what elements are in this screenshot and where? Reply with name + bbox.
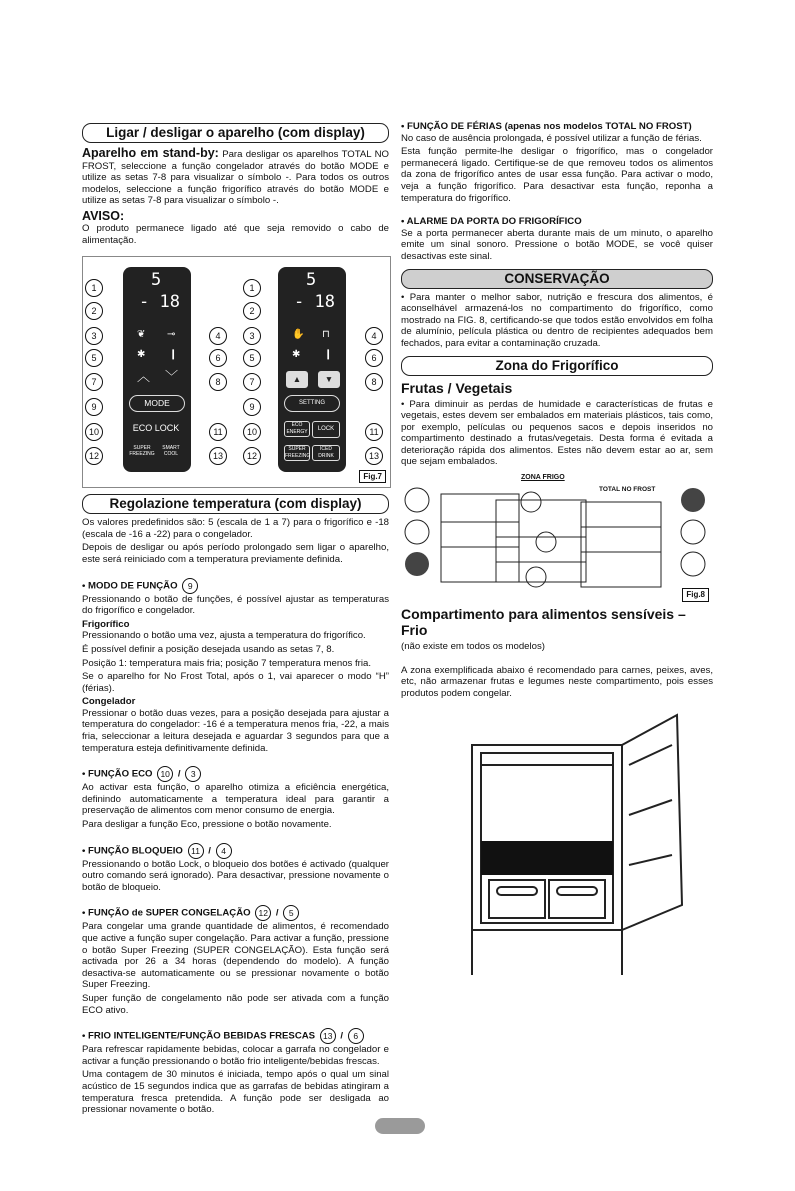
super-heading: • FUNÇÃO de SUPER CONGELAÇÃO 12 / 5 [82,905,389,921]
eco-heading: • FUNÇÃO ECO 10 / 3 [82,766,389,782]
control-panel-left [123,267,191,472]
thermometer-icon-2: ❙ [324,349,333,361]
fig8-label: Fig.8 [682,588,709,602]
mode-button[interactable]: MODE [129,395,185,412]
frig-text-3: Posição 1: temperatura mais fria; posição 7 temperatura menos fria. [82,657,372,669]
callout-11-b: 11 [365,423,383,441]
callout-1-b: 1 [243,279,261,297]
snowflake-icon-2: ✱ [292,349,301,361]
snowflake-icon: ✱ [137,349,146,361]
callout-9: 9 [85,398,103,416]
callout-1: 1 [85,279,103,297]
display-freezer-temp: - 18 [139,292,180,313]
frigorifico-heading: Frigorífico [82,618,130,630]
congelador-heading: Congelador [82,696,136,708]
right-column [401,121,713,701]
alarme-heading: • ALARME DA PORTA DO FRIGORÍFICO [401,216,582,228]
fridge-storage-figure [401,472,713,602]
callout-3: 3 [85,327,103,345]
display-fridge-temp-2: 5 [306,270,317,291]
modo-callout: 9 [182,578,198,594]
frig-text-4: Se o aparelho for No Frost Total, após o 1, vai aparecer o modo “H” (férias). [82,671,389,694]
conservacao-title: CONSERVAÇÃO [401,269,713,289]
callout-6-b: 6 [365,349,383,367]
super-text-1: Para congelar uma grande quantidade de alimentos, é recomendado que active a função super congelação. Para activar a função, pressione o botão Super Freezing (SUPER CONGELAÇÃO). Esta função será activada por 26 a 34 horas (dependendo do modelo). A função desactiva-se automaticamente ou se pressionar novamente o botão Super Freezing. [82,921,389,991]
alarme-text: Se a porta permanecer aberta durante mais de um minuto, o aparelho emite um sinal sonoro. Pressione o botão MODE, se você quiser desactivas este sinal. [401,227,713,262]
frutas-text: • Para diminuir as perdas de humidade e características de frutas e vegetais, estes devem ser embalados em materiais plásticos, tais como, por exemplo, películas ou pequenos sacos e depois inseridos no compartimento destinado a frutas/vegetais. Desta forma é evitada a deterioração rápida dos alimentos. Estes não devem estar ao ar, sem que sejam embalados. [401,398,713,468]
super-freezing-button[interactable]: SUPER FREEZING [129,445,155,458]
restart-text: Depois de desligar ou após período prolongado sem ligar o aparelho, este será reiniciado com a temperatura previamente definida. [82,542,389,565]
compartment-subtitle: (não existe em todos os modelos) [401,641,545,653]
frio-heading: • FRIO INTELIGENTE/FUNÇÃO BEBIDAS FRESCAS 13 / 6 [82,1028,389,1044]
callout-10: 10 [85,423,103,441]
callout-2-b: 2 [243,302,261,320]
frig-text-2: É possível definir a posição desejada usando as setas 7, 8. [82,643,335,655]
section-title-on-off: Ligar / desligar o aparelho (com display) [82,123,389,143]
callout-3-b: 3 [243,327,261,345]
predefined-values-text: Os valores predefinidos são: 5 (escala de 1 a 7) para o frigorífico e -18 (escala de -16 a -22) para o congelador. [82,517,389,540]
thermometer-icon: ❙ [169,349,178,361]
cong-text: Pressionar o botão duas vezes, para a posição desejada para ajustar a temperatura do congelador: -16 é a temperatura menos fria, -22, a mais fria, seleccionar a leitura desejada e aguardar 3 segundos para que a temperatura esteja definitivamente definida. [82,707,389,754]
zona-frigo-label: ZONA FRIGO [521,474,565,482]
arrow-down-button[interactable]: ▼ [318,371,340,388]
callout-7-b: 7 [243,373,261,391]
eco-text-2: Para desligar a função Eco, pressione o botão novamente. [82,819,332,831]
callout-13-b: 13 [365,447,383,465]
aviso-heading: AVISO: [82,208,125,223]
callout-9-b: 9 [243,398,261,416]
callout-5: 5 [85,349,103,367]
ferias-text-1: No caso de ausência prolongada, é possível utilizar a função de férias. [401,132,702,144]
conservacao-text: • Para manter o melhor sabor, nutrição e frescura dos alimentos, é aconselhável armazená-los no compartimento do frigorífico, como mostrado na FIG. 8, certificando-se que todos estão envolvidos em folha de alumínio, película plástica ou dentro de recipientes adequados bem fechados, para evitar a contaminação cruzada. [401,291,713,349]
callout-6: 6 [209,349,227,367]
total-no-frost-label: TOTAL NO FROST [599,486,656,494]
lock-button[interactable]: LOCK [312,421,340,438]
super-freezing-button-2[interactable]: SUPER FREEZING [285,446,311,460]
control-panel-right [278,267,346,472]
callout-7: 7 [85,373,103,391]
arrow-up-button[interactable]: ▲ [286,371,308,388]
zona-title: Zona do Frigorífico [401,356,713,376]
callout-12-b: 12 [243,447,261,465]
arrow-up-icon[interactable]: ︿ [137,369,151,385]
super-text-2: Super função de congelamento não pode ser ativada com a função ECO ativo. [82,992,389,1016]
iced-drink-button[interactable]: ICED DRINK [312,445,340,461]
leaf-icon: ❦ [137,329,146,341]
callout-8-b: 8 [365,373,383,391]
fridge-storage-drawing [401,482,713,597]
eco-text-1: Ao activar esta função, o aparelho otimiza a eficiência energética, definindo automaticamente a temperatura ideal para garantir a preservação de alimentos com menor consumo de energia. [82,782,389,817]
smart-cool-button[interactable]: SMART COOL [162,445,180,458]
display-fridge-temp: 5 [151,270,162,291]
callout-11: 11 [209,423,227,441]
hand-icon: ✋ [292,329,305,341]
fridge-compartment-drawing [467,705,697,990]
callout-12: 12 [85,447,103,465]
fig7-label: Fig.7 [359,470,386,484]
key-icon: ⊸ [167,329,176,341]
callout-5-b: 5 [243,349,261,367]
lock-icon: ⊓ [322,329,330,341]
frig-text-1: Pressionando o botão uma vez, ajusta a temperatura do frigorífico. [82,630,366,642]
ferias-heading: • FUNÇÃO DE FÉRIAS (apenas nos modelos TOTAL NO FROST) [401,121,692,132]
callout-10-b: 10 [243,423,261,441]
bloqueio-heading: • FUNÇÃO BLOQUEIO 11 / 4 [82,843,389,859]
callout-4-b: 4 [365,327,383,345]
left-column [82,121,389,1118]
compartment-text: A zona exemplificada abaixo é recomendado para carnes, peixes, aves, etc, não armazenar frutas e legumes neste compartimento, pois esses produtos podem congelar. [401,664,713,699]
callout-2: 2 [85,302,103,320]
ferias-text-2: Esta função permite-lhe desligar o frigorífico, mas o congelador permanecerá ligado. Certifique-se de que removeu todos os alimentos da zona de frigorífico antes de usar essa função. Para activar o modo, veja a função frigorífico. Para desactivar esta função, reponha a temperatura do frigorífico. [401,146,713,204]
frutas-heading: Frutas / Vegetais [401,379,513,396]
standby-text: Para desligar os aparelhos TOTAL NO FROST, seleccione a função congelador através do botão MODE e utilize as setas 7-8 para visualizar o símbolo -. Para todos os outros modelos, seleccione a função frigorífico através do botão MODE e utilize as setas 7-8 para visualizar o símbolo -. [82,149,389,207]
bloqueio-text: Pressionando o botão Lock, o bloqueio dos botões é activado (qualquer outro comando será ignorado). Para desactivar, pressione novamente o botão de bloqueio. [82,858,389,893]
control-panel-figure [82,256,391,488]
aviso-text: O produto permanece ligado até que seja removido o cabo de alimentação. [82,222,389,246]
callout-8: 8 [209,373,227,391]
standby-heading: Aparelho em stand-by: [82,146,219,160]
compartment-heading: Compartimento para alimentos sensíveis – Frio [401,606,686,639]
arrow-down-icon[interactable]: ﹀ [165,369,179,385]
callout-4: 4 [209,327,227,345]
page-number-tab [375,1118,425,1134]
modo-heading: • MODO DE FUNÇÃO 9 [82,578,389,594]
modo-text: Pressionando o botão de funções, é possível ajustar as temperaturas do frigorífico e congelador. [82,593,389,617]
eco-energy-button[interactable]: ECO ENERGY [284,421,310,437]
callout-13: 13 [209,447,227,465]
frio-text-1: Para refrescar rapidamente bebidas, colocar a garrafa no congelador e activar a função pressionando o botão frio inteligente/bebidas frescas. [82,1044,389,1067]
eco-lock-button[interactable]: ECO LOCK [132,423,180,434]
setting-button[interactable]: SETTING [284,395,340,412]
frio-text-2: Uma contagem de 30 minutos é iniciada, tempo após o qual um sinal acústico de 15 segundos indica que as garrafas de bebidas atingiram a temperatura fresca pretendida. A função pode ser desligada ao pressionar novamente o botão. [82,1069,389,1116]
section-title-temperature: Regolazione temperatura (com display) [82,494,389,514]
display-freezer-temp-2: - 18 [294,292,335,313]
